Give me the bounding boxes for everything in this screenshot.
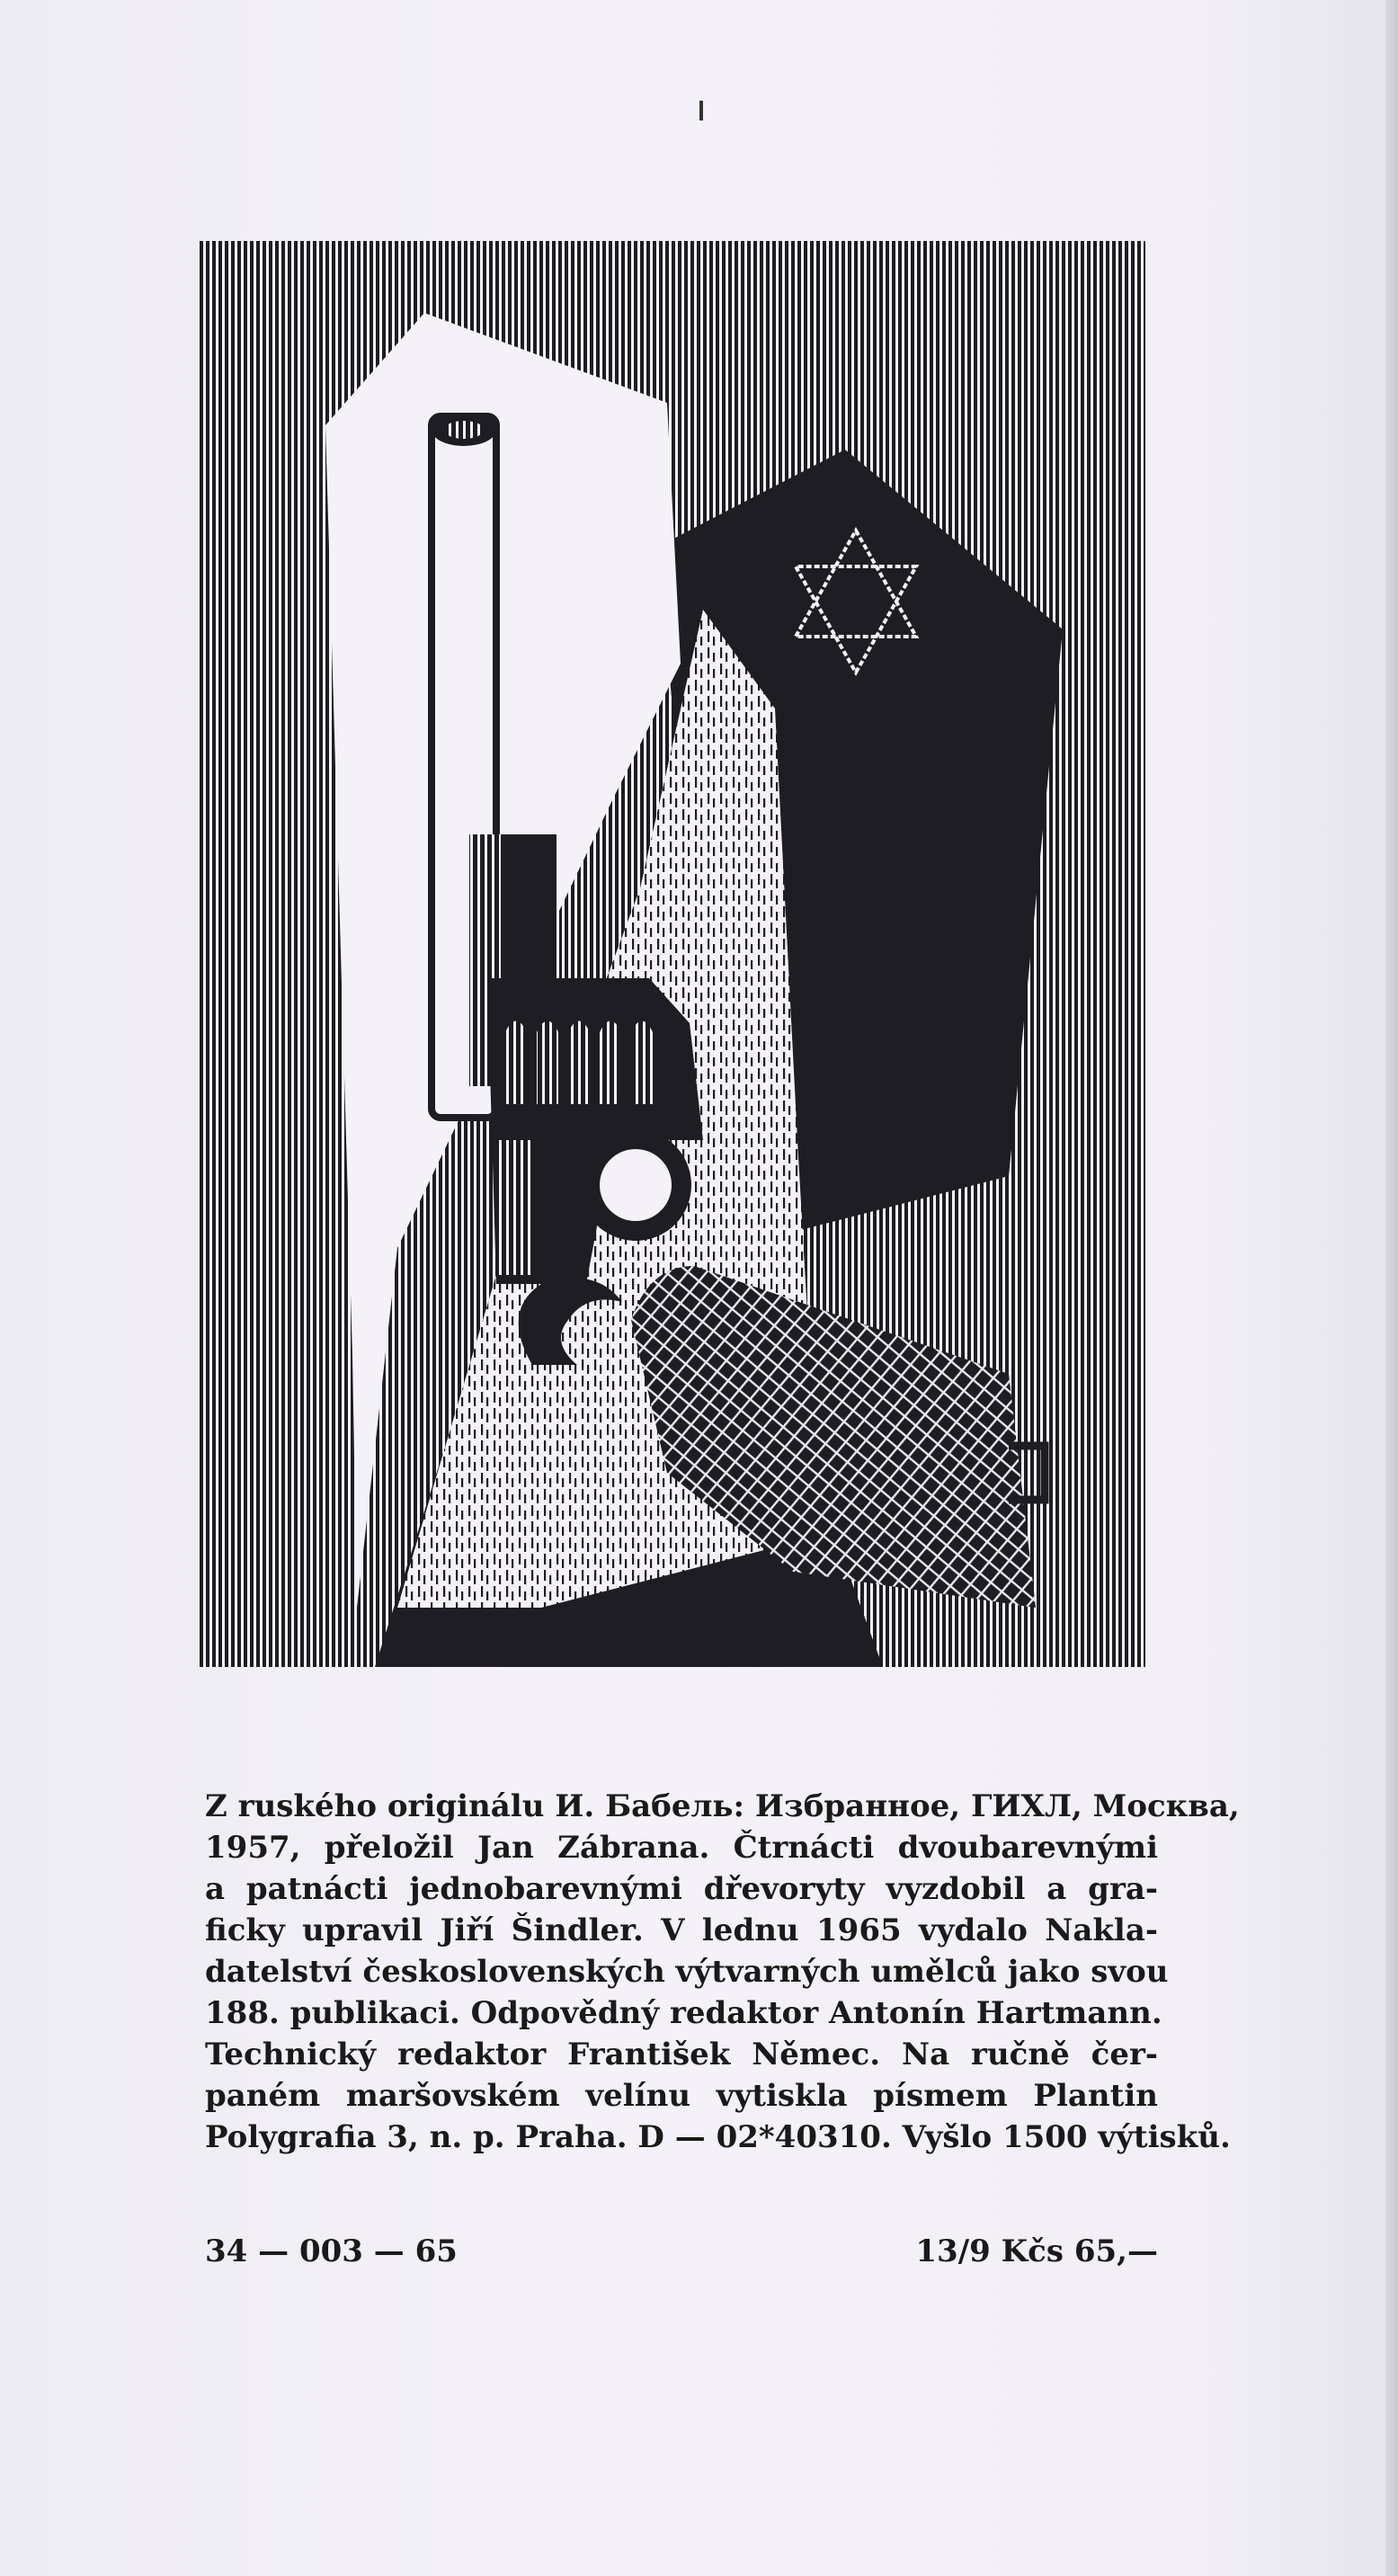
page-edge: [1385, 0, 1398, 2576]
print-footer: [205, 2233, 1158, 2278]
colophon-line: Z ruského originálu И. Бабель: Избранное, ГИХЛ, Москва,: [205, 1788, 1240, 1824]
colophon-line: 188. publikaci. Odpovědný redaktor Antonín Hartmann.: [205, 1995, 1162, 2031]
ink-mark: [699, 101, 703, 120]
colophon-line: 1957, přeložil Jan Zábrana. Čtrnácti dvoubarevnými: [205, 1830, 1158, 1866]
colophon-line: datelství československých výtvarných umělců jako svou: [205, 1954, 1169, 1990]
woodcut-illustration: [200, 241, 1145, 1667]
colophon-line: ficky upravil Jiří Šindler. V lednu 1965 vydalo Nakla-: [205, 1912, 1158, 1948]
colophon-line: paném maršovském velínu vytiskla písmem Plantin: [205, 2078, 1158, 2114]
colophon-line: a patnácti jednobarevnými dřevoryty vyzdobil a gra-: [205, 1871, 1158, 1907]
colophon-text: [205, 1786, 1240, 2158]
publication-code: 34 — 003 — 65: [205, 2233, 458, 2269]
colophon-line: Polygrafia 3, n. p. Praha. D — 02*40310. Vyšlo 1500 výtisků.: [205, 2119, 1231, 2155]
price-label: 13/9 Kčs 65,—: [915, 2233, 1158, 2269]
colophon-line: Technický redaktor František Němec. Na ručně čer-: [205, 2037, 1158, 2072]
